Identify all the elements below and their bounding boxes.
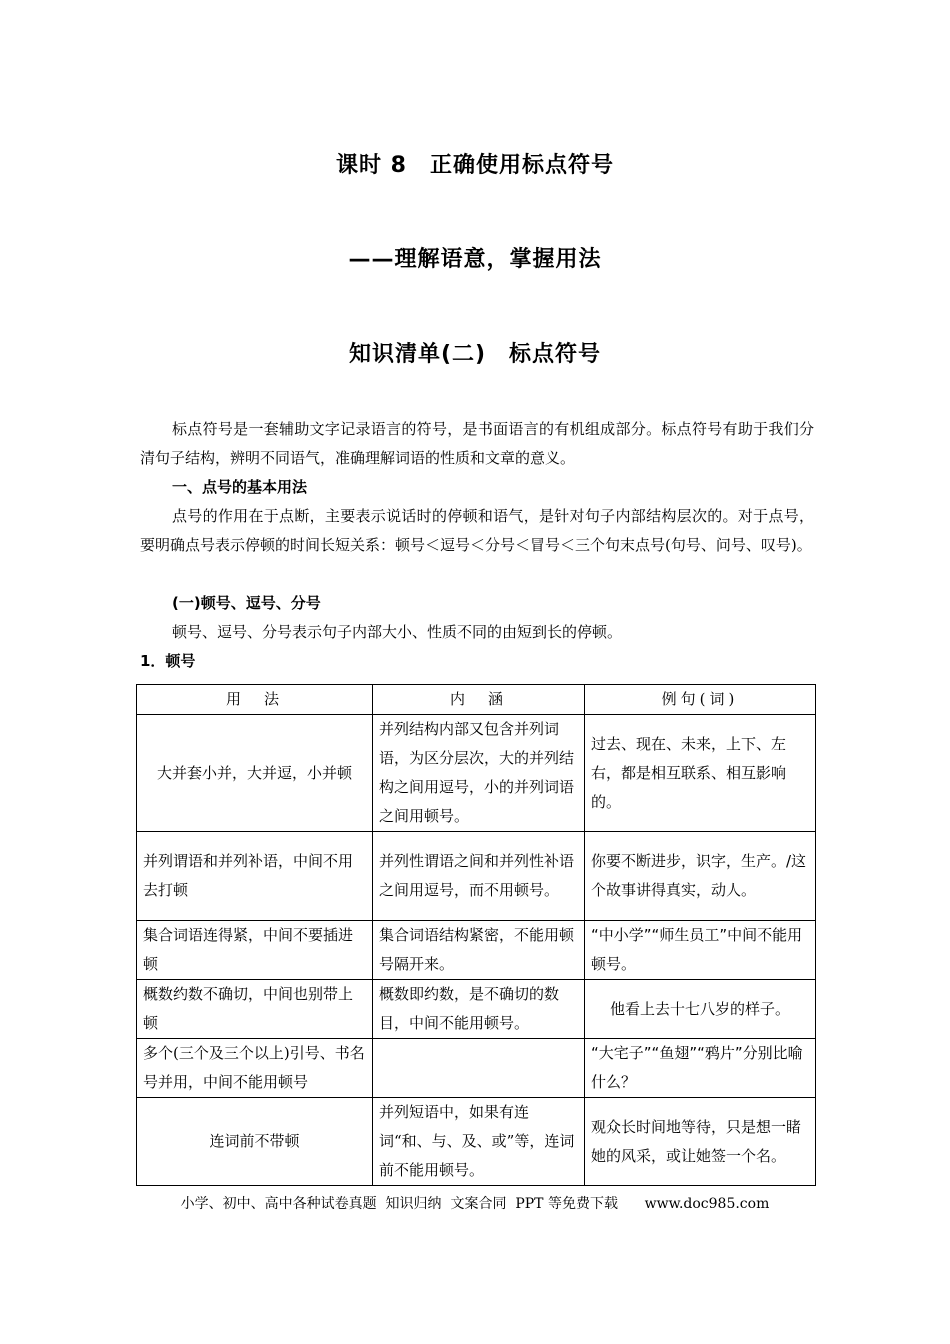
header-example: 例句(词) (585, 685, 816, 715)
table-row (137, 832, 816, 921)
subsection-heading: (一)顿号、逗号、分号 (172, 594, 321, 612)
example-cell: “中小学”“师生员工”中间不能用顿号。 (585, 921, 816, 980)
usage-cell: 连词前不带顿 (137, 1098, 373, 1186)
usage-cell: 概数约数不确切，中间也别带上顿 (137, 980, 373, 1039)
lesson-subtitle: ——理解语意，掌握用法 (348, 247, 602, 272)
part1-heading: 一、点号的基本用法 (172, 478, 308, 496)
subsection-paragraph: 顿号、逗号、分号表示句子内部大小、性质不同的由短到长的停顿。 (172, 623, 623, 641)
comma-usage-table (136, 684, 816, 1186)
table-row (137, 980, 816, 1039)
meaning-cell: 并列性谓语之间和并列性补语之间用逗号，而不用顿号。 (373, 832, 585, 921)
item-heading: 1．顿号 (140, 652, 196, 670)
meaning-cell: 并列短语中，如果有连词“和、与、及、或”等，连词前不能用顿号。 (373, 1098, 585, 1186)
usage-cell: 并列谓语和并列补语，中间不用去打顿 (137, 832, 373, 921)
meaning-cell: 并列结构内部又包含并列词语，为区分层次，大的并列结构之间用逗号，小的并列词语之间用顿号。 (373, 715, 585, 832)
intro-paragraph: 标点符号是一套辅助文字记录语言的符号，是书面语言的有机组成部分。标点符号有助于我们分清句子结构，辨明不同语气，准确理解词语的性质和文章的意义。 (140, 420, 814, 467)
example-cell: 他看上去十七八岁的样子。 (585, 980, 816, 1039)
header-meaning: 内 涵 (373, 685, 585, 715)
example-cell: “大宅子”“鱼翅”“鸦片”分别比喻什么？ (585, 1039, 816, 1098)
usage-cell: 多个(三个及三个以上)引号、书名号并用，中间不能用顿号 (137, 1039, 373, 1098)
meaning-cell: 概数即约数，是不确切的数目，中间不能用顿号。 (373, 980, 585, 1039)
page-footer: 小学、初中、高中各种试卷真题 知识归纳 文案合同 PPT 等免费下载 www.doc985.com (180, 1196, 770, 1212)
lesson-title: 课时 8 正确使用标点符号 (336, 153, 614, 178)
example-cell: 过去、现在、未来，上下、左右，都是相互联系、相互影响的。 (585, 715, 816, 832)
example-cell: 观众长时间地等待，只是想一睹她的风采，或让她签一个名。 (585, 1098, 816, 1186)
header-usage: 用 法 (137, 685, 373, 715)
table-row (137, 1039, 816, 1098)
meaning-cell (373, 1039, 585, 1098)
table-row (137, 715, 816, 832)
table-row (137, 1098, 816, 1186)
part1-paragraph: 点号的作用在于点断，主要表示说话时的停顿和语气，是针对句子内部结构层次的。对于点号，要明确点号表示停顿的时间长短关系：顿号＜逗号＜分号＜冒号＜三个句末点号(句号、问号、叹号)。 (140, 507, 814, 554)
table-header-row (137, 685, 816, 715)
table-row (137, 921, 816, 980)
usage-cell: 集合词语连得紧，中间不要插进顿 (137, 921, 373, 980)
meaning-cell: 集合词语结构紧密，不能用顿号隔开来。 (373, 921, 585, 980)
usage-cell: 大并套小并，大并逗，小并顿 (137, 715, 373, 832)
section-title: 知识清单(二) 标点符号 (348, 342, 602, 367)
example-cell: 你要不断进步，识字，生产。/这个故事讲得真实，动人。 (585, 832, 816, 921)
